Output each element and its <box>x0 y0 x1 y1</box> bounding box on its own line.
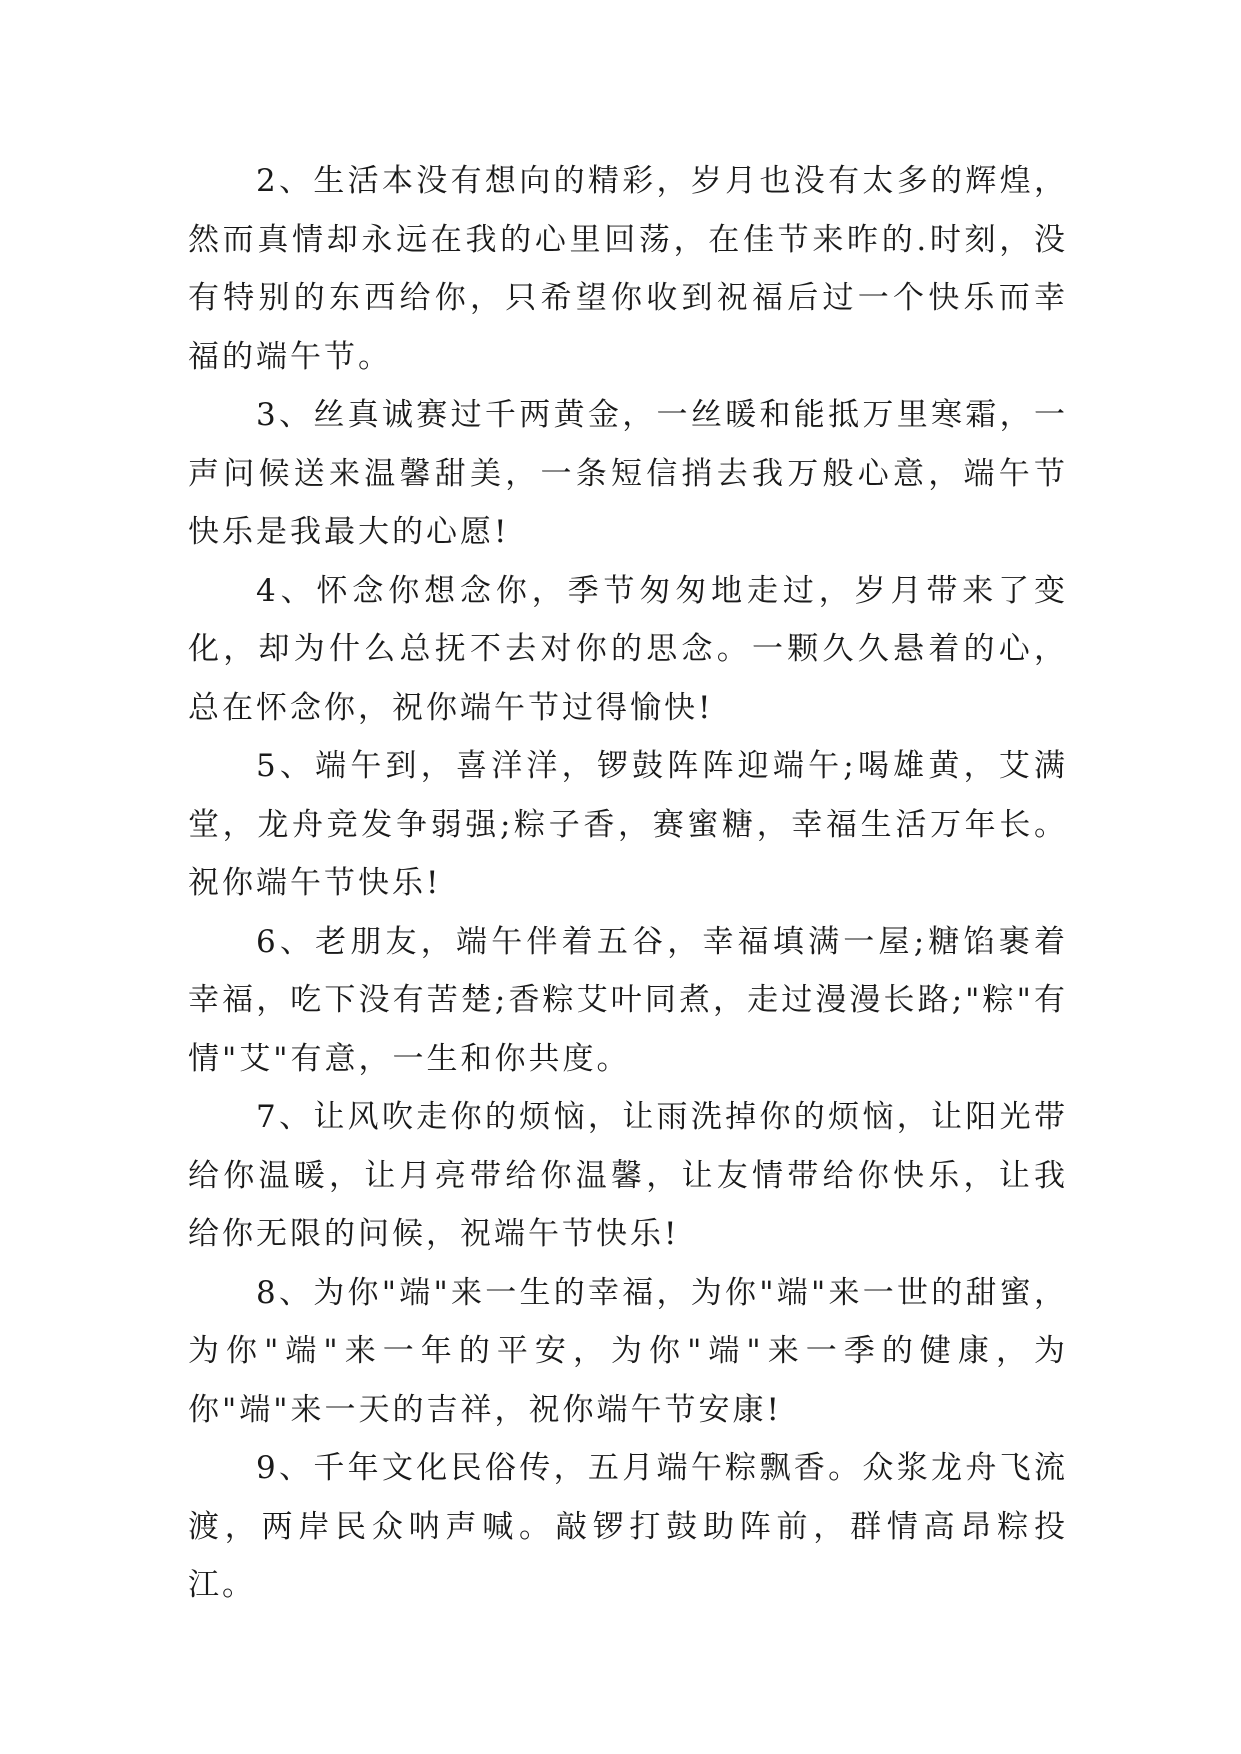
paragraph-4: 4、怀念你想念你，季节匆匆地走过，岁月带来了变化，却为什么总抚不去对你的思念。一颗久久悬着的心，总在怀念你，祝你端午节过得愉快! <box>188 572 1068 726</box>
paragraph-5: 5、端午到，喜洋洋，锣鼓阵阵迎端午;喝雄黄，艾满堂，龙舟竞发争弱强;粽子香，赛蜜糖，幸福生活万年长。祝你端午节快乐! <box>188 748 1068 901</box>
document-body <box>188 152 1068 1615</box>
paragraph-8: 8、为你"端"来一生的幸福，为你"端"来一世的甜蜜，为你"端"来一年的平安，为你"端"来一季的健康，为你"端"来一天的吉祥，祝你端午节安康! <box>188 1274 1068 1428</box>
paragraph-2: 2、生活本没有想向的精彩，岁月也没有太多的辉煌，然而真情却永远在我的心里回荡，在佳节来昨的.时刻，没有特别的东西给你，只希望你收到祝福后过一个快乐而幸福的端午节。 <box>188 163 1068 375</box>
paragraph-3: 3、丝真诚赛过千两黄金，一丝暖和能抵万里寒霜，一声问候送来温馨甜美，一条短信捎去我万般心意，端午节快乐是我最大的心愿! <box>188 397 1068 550</box>
paragraph-7: 7、让风吹走你的烦恼，让雨洗掉你的烦恼，让阳光带给你温暖，让月亮带给你温馨，让友情带给你快乐，让我给你无限的问候，祝端午节快乐! <box>188 1099 1068 1252</box>
paragraph-9: 9、千年文化民俗传，五月端午粽飘香。众浆龙舟飞流渡，两岸民众呐声喊。敲锣打鼓助阵前，群情高昂粽投江。 <box>188 1450 1068 1603</box>
paragraph-6: 6、老朋友，端午伴着五谷，幸福填满一屋;糖馅裹着幸福，吃下没有苦楚;香粽艾叶同煮，走过漫漫长路;"粽"有情"艾"有意，一生和你共度。 <box>188 923 1068 1077</box>
